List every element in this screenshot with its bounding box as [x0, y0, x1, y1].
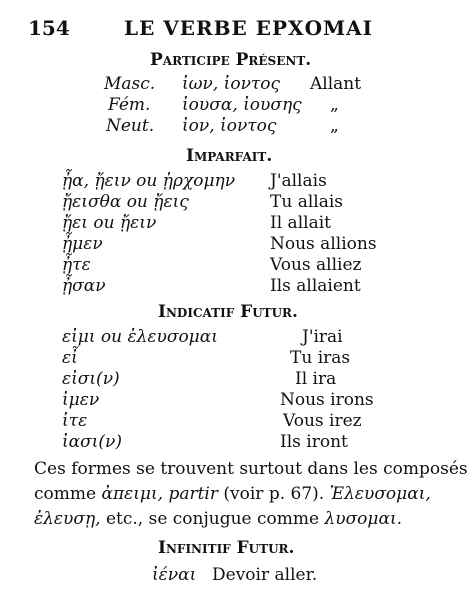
participe-greek-masc: ἰων, ἰοντος [182, 74, 281, 94]
participe-fr-neut: „ [330, 116, 339, 136]
imparfait-fr-4: Nous allions [270, 234, 377, 254]
participe-fr-fem: „ [330, 95, 339, 115]
page-number: 154 [28, 16, 70, 40]
section-heading-participe: Participe Présent. [150, 50, 312, 70]
section-heading-imparfait: Imparfait. [186, 146, 273, 166]
futur-greek-6: ἰασι(ν) [62, 432, 123, 452]
note-line-1: Ces formes se trouvent surtout dans les composés [34, 459, 468, 479]
note-line-2 [34, 482, 431, 507]
futur-fr-1: J'irai [302, 327, 343, 347]
participe-label-fem: Fém. [108, 95, 151, 115]
note-partir: partir [168, 484, 218, 504]
futur-fr-6: Ils iront [280, 432, 348, 452]
imparfait-greek-3: ᾔει ou ᾔειν [62, 213, 157, 233]
futur-greek-4: ἰμεν [62, 390, 100, 410]
futur-greek-2: εἶ [62, 348, 78, 368]
imparfait-fr-6: Ils allaient [270, 276, 361, 296]
infinitif-fr: Devoir aller. [212, 565, 318, 585]
note-greek-eleusomai: Ἐλευσομαι, [329, 484, 431, 504]
imparfait-greek-5: ᾖτε [62, 255, 91, 275]
imparfait-greek-2: ᾔεισθα ou ᾔεις [62, 192, 189, 212]
futur-greek-3: εἰσι(ν) [62, 369, 120, 389]
futur-fr-3: Il ira [295, 369, 337, 389]
note-greek-apeimi: ἀπειμι, [101, 484, 164, 504]
imparfait-fr-1: J'allais [270, 171, 327, 191]
imparfait-fr-2: Tu allais [270, 192, 343, 212]
note-text: (voir p. 67). [217, 484, 330, 504]
futur-greek-5: ἰτε [62, 411, 88, 431]
participe-label-neut: Neut. [106, 116, 155, 136]
participe-fr-masc: Allant [310, 74, 362, 94]
imparfait-greek-1: ᾖα, ᾔειν ou ᾐρχομην [62, 171, 236, 191]
futur-greek-1: εἰμι ou ἐλευσομαι [62, 327, 218, 347]
imparfait-fr-3: Il allait [270, 213, 331, 233]
futur-fr-5: Vous irez [283, 411, 362, 431]
imparfait-greek-4: ᾖμεν [62, 234, 103, 254]
participe-greek-fem: ἰουσα, ἰουσης [182, 95, 302, 115]
note-line-3 [34, 507, 402, 532]
imparfait-fr-5: Vous alliez [270, 255, 362, 275]
page-title: LE VERBE ΕΡΧΟΜΑΙ [124, 16, 373, 40]
note-greek-lusomai: λυσομαι. [324, 509, 403, 529]
imparfait-greek-6: ᾖσαν [62, 276, 106, 296]
note-greek-eleuse: ἐλευσῃ, [34, 509, 101, 529]
participe-greek-neut: ἰον, ἰοντος [182, 116, 277, 136]
note-text: etc., se conjugue comme [100, 509, 325, 529]
infinitif-greek: ἰέναι [152, 565, 197, 585]
section-heading-infinitif: Infinitif Futur. [158, 538, 295, 558]
futur-fr-2: Tu iras [290, 348, 351, 368]
note-text: comme [34, 484, 102, 504]
participe-label-masc: Masc. [104, 74, 156, 94]
section-heading-futur: Indicatif Futur. [158, 302, 298, 322]
futur-fr-4: Nous irons [280, 390, 374, 410]
